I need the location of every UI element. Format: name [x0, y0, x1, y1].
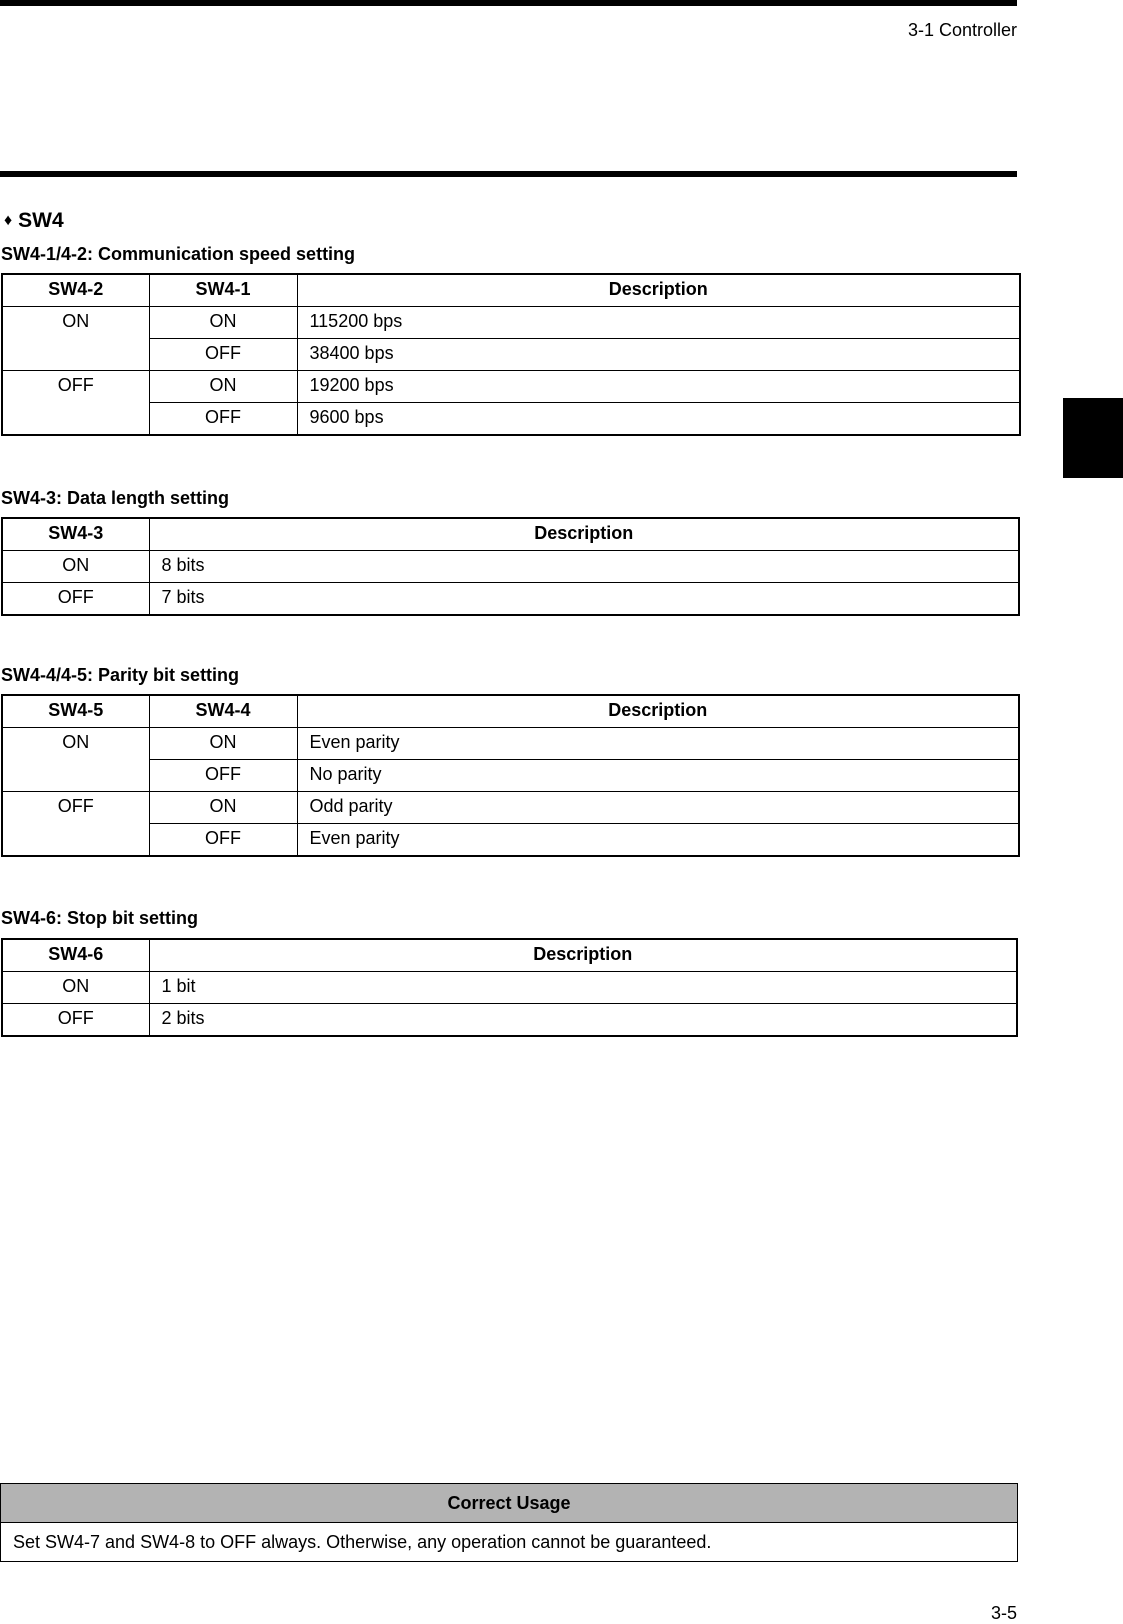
data-length-table-heading: SW4-3: Data length setting	[1, 488, 230, 508]
table-cell: 19200 bps	[297, 371, 1020, 403]
table-row	[2, 371, 1020, 403]
table-cell: ON	[2, 972, 149, 1004]
section-rule	[0, 171, 1017, 177]
table-cell: OFF	[149, 760, 297, 792]
table-row	[2, 972, 1017, 1004]
table-cell: ON	[149, 728, 297, 760]
column-header: SW4-6	[2, 939, 149, 972]
data-length-table	[1, 517, 1020, 616]
column-header: Description	[149, 518, 1019, 551]
table-cell: 38400 bps	[297, 339, 1020, 371]
table-cell: OFF	[149, 824, 297, 857]
table-cell: OFF	[2, 792, 149, 857]
correct-usage-title: Correct Usage	[1, 1484, 1017, 1523]
speed-table	[1, 273, 1021, 436]
stop-bit-table	[1, 938, 1018, 1037]
correct-usage-text: Set SW4-7 and SW4-8 to OFF always. Otherwise, any operation cannot be guaranteed.	[13, 1532, 712, 1552]
table-row	[2, 583, 1019, 616]
section-heading	[4, 209, 64, 233]
table-row	[2, 728, 1019, 760]
table-cell: OFF	[149, 339, 297, 371]
table-header-row	[2, 518, 1019, 551]
table-cell: 7 bits	[149, 583, 1019, 616]
table-cell: ON	[2, 728, 149, 792]
column-header: SW4-1	[149, 274, 297, 307]
table-cell: ON	[149, 307, 297, 339]
parity-table	[1, 694, 1020, 857]
table-cell: ON	[2, 551, 149, 583]
table-cell: OFF	[2, 1004, 149, 1037]
table-row	[2, 1004, 1017, 1037]
column-header: SW4-5	[2, 695, 149, 728]
section-title: SW4	[18, 209, 64, 232]
table-cell: 1 bit	[149, 972, 1017, 1004]
table-cell: OFF	[2, 583, 149, 616]
table-cell: 2 bits	[149, 1004, 1017, 1037]
table-row	[2, 824, 1019, 857]
table-row	[2, 403, 1020, 436]
table-cell: Even parity	[297, 824, 1019, 857]
page-number: 3-5	[990, 1603, 1017, 1623]
table-row	[2, 339, 1020, 371]
table-cell: Even parity	[297, 728, 1019, 760]
column-header: SW4-4	[149, 695, 297, 728]
chapter-tab-marker	[1063, 398, 1123, 478]
column-header: SW4-3	[2, 518, 149, 551]
table-cell: No parity	[297, 760, 1019, 792]
table-header-row	[2, 695, 1019, 728]
table-row	[2, 760, 1019, 792]
table-cell: Odd parity	[297, 792, 1019, 824]
column-header: SW4-2	[2, 274, 149, 307]
speed-table-heading: SW4-1/4-2: Communication speed setting	[1, 244, 356, 264]
parity-table-heading: SW4-4/4-5: Parity bit setting	[1, 665, 240, 685]
table-cell: 115200 bps	[297, 307, 1020, 339]
table-cell: 9600 bps	[297, 403, 1020, 436]
table-cell: ON	[149, 371, 297, 403]
diamond-bullet-icon: ♦	[4, 212, 13, 229]
table-cell: 8 bits	[149, 551, 1019, 583]
table-cell: OFF	[2, 371, 149, 436]
stop-bit-table-heading: SW4-6: Stop bit setting	[1, 908, 198, 928]
table-cell: OFF	[149, 403, 297, 436]
header-rule	[0, 0, 1017, 6]
table-header-row	[2, 274, 1020, 307]
table-row	[2, 551, 1019, 583]
table-cell: ON	[149, 792, 297, 824]
column-header: Description	[297, 695, 1019, 728]
table-row	[2, 792, 1019, 824]
column-header: Description	[297, 274, 1020, 307]
table-cell: ON	[2, 307, 149, 371]
table-row	[2, 307, 1020, 339]
correct-usage-box	[0, 1483, 1018, 1562]
column-header: Description	[149, 939, 1017, 972]
running-header: 3-1 Controller	[907, 20, 1017, 40]
table-header-row	[2, 939, 1017, 972]
